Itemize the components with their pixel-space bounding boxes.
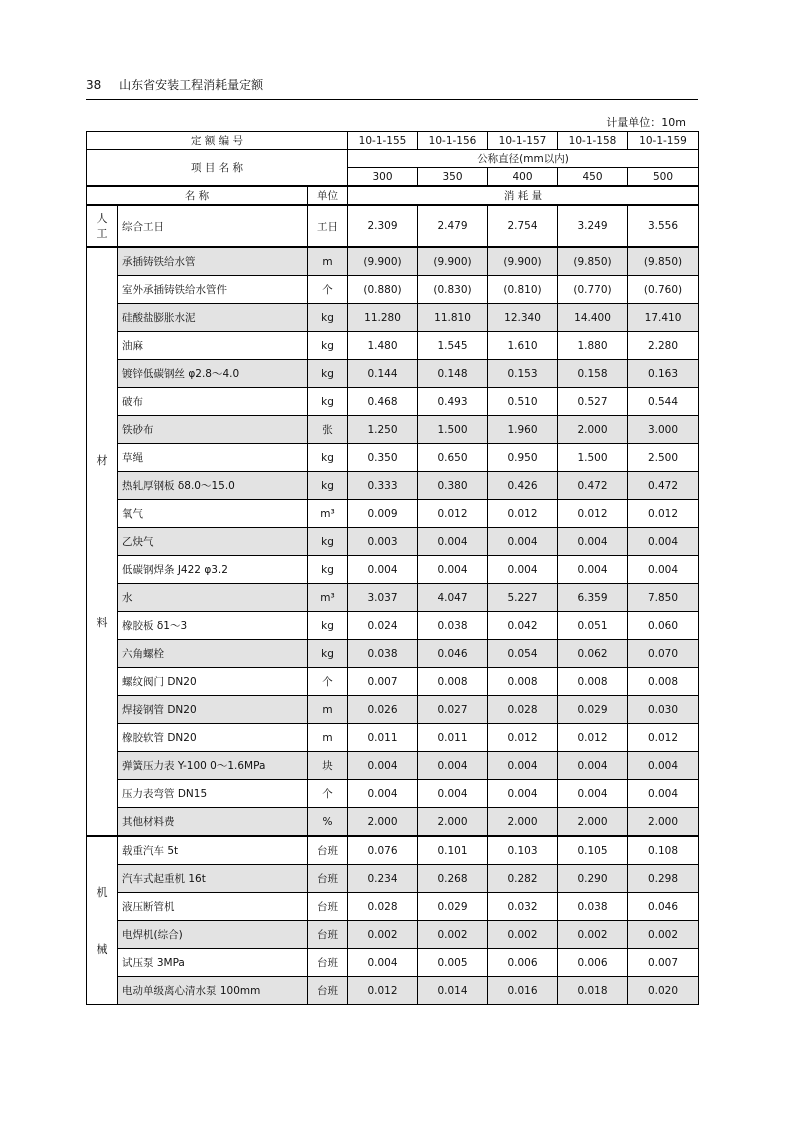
item-value: 17.410 — [628, 304, 699, 332]
table-row — [87, 556, 699, 584]
item-name: 镀锌低碳钢丝 φ2.8～4.0 — [118, 360, 308, 388]
item-value: 0.004 — [558, 556, 628, 584]
item-name: 压力表弯管 DN15 — [118, 780, 308, 808]
item-name: 油麻 — [118, 332, 308, 360]
item-value: 0.038 — [348, 640, 418, 668]
item-unit: m³ — [308, 584, 348, 612]
item-value: 0.268 — [418, 865, 488, 893]
item-value: 0.024 — [348, 612, 418, 640]
labor-section — [87, 205, 699, 247]
item-value: 1.880 — [558, 332, 628, 360]
item-value: 0.018 — [558, 977, 628, 1005]
unit-header: 单位 — [308, 186, 348, 205]
item-value: 0.101 — [418, 836, 488, 865]
item-value: 0.054 — [488, 640, 558, 668]
table-row — [87, 893, 699, 921]
item-unit: 工日 — [308, 205, 348, 247]
nominal-diameter-label: 公称直径(mm以内) — [348, 150, 699, 168]
item-value: 0.004 — [488, 780, 558, 808]
table-row — [87, 808, 699, 837]
item-value: 0.003 — [348, 528, 418, 556]
item-value: (9.900) — [348, 247, 418, 276]
item-value: (0.760) — [628, 276, 699, 304]
item-value: 0.008 — [488, 668, 558, 696]
item-value: 0.007 — [628, 949, 699, 977]
item-value: 0.012 — [558, 724, 628, 752]
item-value: 0.380 — [418, 472, 488, 500]
item-value: 0.004 — [348, 949, 418, 977]
item-value: 0.009 — [348, 500, 418, 528]
item-value: 0.004 — [348, 752, 418, 780]
item-value: 2.754 — [488, 205, 558, 247]
item-value: 0.007 — [348, 668, 418, 696]
item-name: 硅酸盐膨胀水泥 — [118, 304, 308, 332]
item-value: 0.051 — [558, 612, 628, 640]
item-value: 0.008 — [418, 668, 488, 696]
running-header — [86, 76, 263, 93]
item-value: 2.479 — [418, 205, 488, 247]
header-rule — [86, 99, 698, 100]
item-value: 0.038 — [558, 893, 628, 921]
item-value: 0.012 — [488, 500, 558, 528]
item-name: 草绳 — [118, 444, 308, 472]
item-unit: kg — [308, 332, 348, 360]
item-value: 3.037 — [348, 584, 418, 612]
item-value: 0.148 — [418, 360, 488, 388]
item-value: 3.000 — [628, 416, 699, 444]
item-unit: kg — [308, 612, 348, 640]
item-unit: kg — [308, 472, 348, 500]
item-value: (0.880) — [348, 276, 418, 304]
item-value: 0.011 — [348, 724, 418, 752]
item-name: 汽车式起重机 16t — [118, 865, 308, 893]
item-unit: 个 — [308, 668, 348, 696]
item-value: 11.810 — [418, 304, 488, 332]
item-unit: m³ — [308, 500, 348, 528]
item-value: 0.105 — [558, 836, 628, 865]
table-row — [87, 472, 699, 500]
item-value: 0.544 — [628, 388, 699, 416]
item-value: 0.002 — [418, 921, 488, 949]
item-value: 0.012 — [628, 724, 699, 752]
item-value: 0.042 — [488, 612, 558, 640]
item-unit: kg — [308, 556, 348, 584]
item-value: 0.004 — [348, 556, 418, 584]
item-value: 0.004 — [418, 528, 488, 556]
item-value: 0.298 — [628, 865, 699, 893]
item-value: 2.000 — [558, 416, 628, 444]
item-value: 0.290 — [558, 865, 628, 893]
item-value: 0.004 — [418, 556, 488, 584]
table-row — [87, 668, 699, 696]
item-unit: 台班 — [308, 921, 348, 949]
item-value: (9.900) — [488, 247, 558, 276]
item-value: 0.002 — [628, 921, 699, 949]
item-value: 2.280 — [628, 332, 699, 360]
quota-no-label: 定 额 编 号 — [87, 132, 348, 150]
item-name: 室外承插铸铁给水管件 — [118, 276, 308, 304]
item-value: 2.309 — [348, 205, 418, 247]
item-value: 0.004 — [488, 528, 558, 556]
item-unit: kg — [308, 444, 348, 472]
item-name: 六角螺栓 — [118, 640, 308, 668]
item-value: 0.004 — [558, 528, 628, 556]
item-value: 0.046 — [628, 893, 699, 921]
item-value: 2.000 — [558, 808, 628, 837]
nominal-row — [87, 150, 699, 168]
item-value: 0.153 — [488, 360, 558, 388]
item-value: 0.004 — [628, 780, 699, 808]
item-value: 0.103 — [488, 836, 558, 865]
item-value: 0.027 — [418, 696, 488, 724]
item-value: 0.004 — [558, 780, 628, 808]
table-row — [87, 949, 699, 977]
diameter: 350 — [418, 168, 488, 187]
item-value: 0.008 — [628, 668, 699, 696]
item-value: 0.004 — [348, 780, 418, 808]
item-value: 0.004 — [418, 780, 488, 808]
equipment-section — [87, 836, 699, 1005]
item-name: 铁砂布 — [118, 416, 308, 444]
category-char: 人 — [96, 212, 108, 225]
item-unit: 台班 — [308, 865, 348, 893]
item-unit: kg — [308, 640, 348, 668]
item-name: 橡胶板 δ1～3 — [118, 612, 308, 640]
item-value: 0.004 — [558, 752, 628, 780]
item-value: 12.340 — [488, 304, 558, 332]
item-value: 1.610 — [488, 332, 558, 360]
item-value: 0.493 — [418, 388, 488, 416]
table-row — [87, 865, 699, 893]
diameter: 450 — [558, 168, 628, 187]
item-value: 0.333 — [348, 472, 418, 500]
quota-no-row — [87, 132, 699, 150]
item-value: 1.960 — [488, 416, 558, 444]
item-value: (9.850) — [558, 247, 628, 276]
item-unit: 台班 — [308, 949, 348, 977]
table-row — [87, 836, 699, 865]
table-row — [87, 247, 699, 276]
item-unit: kg — [308, 388, 348, 416]
item-name: 水 — [118, 584, 308, 612]
item-value: 0.472 — [628, 472, 699, 500]
material-section — [87, 247, 699, 836]
item-value: 0.510 — [488, 388, 558, 416]
item-unit: kg — [308, 304, 348, 332]
item-value: 11.280 — [348, 304, 418, 332]
item-value: 0.163 — [628, 360, 699, 388]
item-value: 0.029 — [418, 893, 488, 921]
item-value: 1.500 — [558, 444, 628, 472]
table-row — [87, 696, 699, 724]
item-value: 1.250 — [348, 416, 418, 444]
item-name: 乙炔气 — [118, 528, 308, 556]
item-name: 橡胶软管 DN20 — [118, 724, 308, 752]
labor-category — [87, 205, 118, 247]
item-value: 0.011 — [418, 724, 488, 752]
item-name: 热轧厚钢板 δ8.0～15.0 — [118, 472, 308, 500]
item-unit: 台班 — [308, 977, 348, 1005]
category-char: 机 — [96, 885, 108, 899]
item-value: (0.830) — [418, 276, 488, 304]
item-value: 0.032 — [488, 893, 558, 921]
consumption-header: 消 耗 量 — [348, 186, 699, 205]
item-value: 0.060 — [628, 612, 699, 640]
item-value: 0.002 — [488, 921, 558, 949]
item-value: 0.070 — [628, 640, 699, 668]
item-value: (0.810) — [488, 276, 558, 304]
table-row — [87, 584, 699, 612]
item-value: 0.004 — [418, 752, 488, 780]
item-value: 0.030 — [628, 696, 699, 724]
item-value: (9.850) — [628, 247, 699, 276]
table-row — [87, 500, 699, 528]
item-value: 0.028 — [488, 696, 558, 724]
item-name: 试压泵 3MPa — [118, 949, 308, 977]
item-value: 14.400 — [558, 304, 628, 332]
category-char: 料 — [96, 616, 108, 629]
item-name: 综合工日 — [118, 205, 308, 247]
item-value: 2.000 — [418, 808, 488, 837]
item-value: 0.950 — [488, 444, 558, 472]
item-value: 6.359 — [558, 584, 628, 612]
item-value: 0.468 — [348, 388, 418, 416]
item-value: 4.047 — [418, 584, 488, 612]
quota-no: 10-1-158 — [558, 132, 628, 150]
category-char: 工 — [96, 227, 108, 240]
item-unit: % — [308, 808, 348, 837]
item-value: 0.426 — [488, 472, 558, 500]
item-value: 0.014 — [418, 977, 488, 1005]
item-value: 0.012 — [418, 500, 488, 528]
item-unit: 台班 — [308, 836, 348, 865]
table-row — [87, 205, 699, 247]
table-row — [87, 416, 699, 444]
table-row — [87, 640, 699, 668]
table-row — [87, 332, 699, 360]
name-header: 名 称 — [87, 186, 308, 205]
item-unit: 个 — [308, 780, 348, 808]
item-value: 0.144 — [348, 360, 418, 388]
item-unit: kg — [308, 528, 348, 556]
quota-no: 10-1-156 — [418, 132, 488, 150]
item-value: 1.500 — [418, 416, 488, 444]
item-value: 2.000 — [348, 808, 418, 837]
item-name: 氧气 — [118, 500, 308, 528]
material-category — [87, 247, 118, 836]
item-value: 0.046 — [418, 640, 488, 668]
table-row — [87, 304, 699, 332]
equipment-category — [87, 836, 118, 1005]
table-row — [87, 444, 699, 472]
item-name: 电动单级离心清水泵 100mm — [118, 977, 308, 1005]
item-value: 0.004 — [628, 556, 699, 584]
table-row — [87, 752, 699, 780]
item-value: 0.008 — [558, 668, 628, 696]
item-value: 0.026 — [348, 696, 418, 724]
item-unit: kg — [308, 360, 348, 388]
item-value: 0.012 — [488, 724, 558, 752]
item-unit: 台班 — [308, 893, 348, 921]
unit-note: 计量单位：10m — [606, 116, 686, 129]
item-value: 0.012 — [348, 977, 418, 1005]
table-row — [87, 528, 699, 556]
item-value: 0.006 — [558, 949, 628, 977]
item-value: 0.004 — [628, 752, 699, 780]
item-value: (9.900) — [418, 247, 488, 276]
quota-no: 10-1-155 — [348, 132, 418, 150]
item-value: 0.004 — [488, 752, 558, 780]
item-value: 7.850 — [628, 584, 699, 612]
item-value: 0.350 — [348, 444, 418, 472]
item-value: 0.012 — [558, 500, 628, 528]
table-row — [87, 612, 699, 640]
item-name: 螺纹阀门 DN20 — [118, 668, 308, 696]
item-name: 液压断管机 — [118, 893, 308, 921]
item-value: 0.062 — [558, 640, 628, 668]
quota-no: 10-1-159 — [628, 132, 699, 150]
item-value: 2.500 — [628, 444, 699, 472]
table-row — [87, 921, 699, 949]
item-value: 5.227 — [488, 584, 558, 612]
item-name: 低碳钢焊条 J422 φ3.2 — [118, 556, 308, 584]
item-value: 2.000 — [488, 808, 558, 837]
item-value: 0.472 — [558, 472, 628, 500]
item-value: 0.002 — [348, 921, 418, 949]
category-char: 械 — [96, 942, 108, 956]
item-unit: m — [308, 696, 348, 724]
diameter: 500 — [628, 168, 699, 187]
table-row — [87, 724, 699, 752]
item-value: 0.004 — [488, 556, 558, 584]
table-row — [87, 276, 699, 304]
item-value: 0.234 — [348, 865, 418, 893]
item-value: 0.038 — [418, 612, 488, 640]
item-value: 3.249 — [558, 205, 628, 247]
item-value: 0.282 — [488, 865, 558, 893]
item-name: 承插铸铁给水管 — [118, 247, 308, 276]
diameter: 300 — [348, 168, 418, 187]
item-name: 其他材料费 — [118, 808, 308, 837]
item-value: 1.480 — [348, 332, 418, 360]
table-row — [87, 977, 699, 1005]
quota-no: 10-1-157 — [488, 132, 558, 150]
column-header-row — [87, 186, 699, 205]
item-value: 0.020 — [628, 977, 699, 1005]
table-row — [87, 360, 699, 388]
running-title: 山东省安装工程消耗量定额 — [119, 78, 264, 92]
item-name: 弹簧压力表 Y-100 0～1.6MPa — [118, 752, 308, 780]
item-value: 0.016 — [488, 977, 558, 1005]
item-value: 0.158 — [558, 360, 628, 388]
item-value: 3.556 — [628, 205, 699, 247]
item-value: 0.527 — [558, 388, 628, 416]
item-name: 破布 — [118, 388, 308, 416]
item-value: 0.076 — [348, 836, 418, 865]
item-value: 0.650 — [418, 444, 488, 472]
item-value: 2.000 — [628, 808, 699, 837]
item-value: 0.006 — [488, 949, 558, 977]
page-number: 38 — [86, 78, 102, 92]
item-value: 0.004 — [628, 528, 699, 556]
quota-table — [86, 131, 699, 1005]
item-name: 载重汽车 5t — [118, 836, 308, 865]
item-value: 1.545 — [418, 332, 488, 360]
item-unit: m — [308, 247, 348, 276]
item-name: 电焊机(综合) — [118, 921, 308, 949]
diameter: 400 — [488, 168, 558, 187]
item-unit: 个 — [308, 276, 348, 304]
item-value: 0.028 — [348, 893, 418, 921]
category-char: 材 — [96, 454, 108, 467]
item-value: 0.005 — [418, 949, 488, 977]
item-name-label: 项 目 名 称 — [87, 150, 348, 187]
item-unit: 张 — [308, 416, 348, 444]
item-value: 0.002 — [558, 921, 628, 949]
item-unit: m — [308, 724, 348, 752]
table-row — [87, 388, 699, 416]
table-row — [87, 780, 699, 808]
item-unit: 块 — [308, 752, 348, 780]
item-value: 0.029 — [558, 696, 628, 724]
item-name: 焊接钢管 DN20 — [118, 696, 308, 724]
item-value: 0.108 — [628, 836, 699, 865]
item-value: (0.770) — [558, 276, 628, 304]
item-value: 0.012 — [628, 500, 699, 528]
